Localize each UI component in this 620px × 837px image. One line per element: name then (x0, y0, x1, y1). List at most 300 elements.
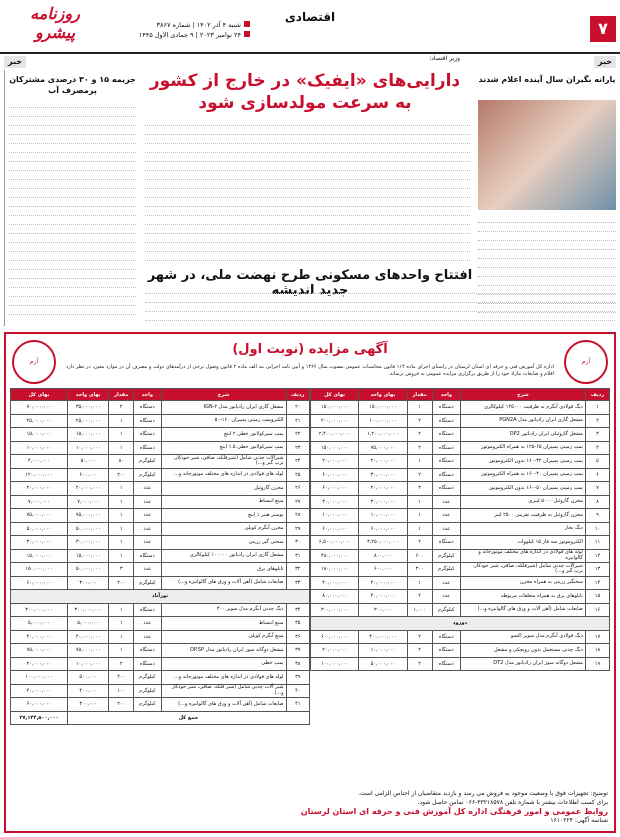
table-row (11, 590, 310, 604)
table-cell: کیلوگرم (134, 671, 161, 685)
table-cell: ۱۰ (585, 522, 609, 536)
table-row (311, 644, 610, 658)
table-row (311, 522, 610, 536)
table-cell: مشعل گازوئیلی ایران رادیاتور DP2 (460, 428, 585, 442)
table-row (11, 671, 310, 685)
table-header-row (311, 389, 610, 401)
table-cell: ۲ (407, 536, 432, 550)
table-row (311, 468, 610, 482)
left-story-title: جریمه ۱۵ و ۳۰ درصدی مشترکان پرمصرف آب (9, 75, 136, 95)
table-cell: دستگاه (432, 630, 460, 644)
table-cell: ۲ (585, 414, 609, 428)
table-cell: پمپ خطی (161, 657, 286, 671)
section-label-left: خبر (4, 56, 26, 68)
table-cell: دستگاه (432, 414, 460, 428)
table-cell: مخزن گازوئیل به ظرفیت تقریبی ۲۵۰۰ لیتر (460, 509, 585, 523)
table-cell: ۶۰,۰۰۰,۰۰۰ (311, 468, 359, 482)
table-cell: سختی گیر رزینی (161, 536, 286, 550)
table-cell: ۷۵,۰۰۰,۰۰۰ (359, 441, 407, 455)
table-cell: ۳۰,۰۰۰,۰۰۰ (311, 495, 359, 509)
table-cell: ۱ (585, 401, 609, 415)
left-story-body (9, 100, 136, 320)
table-cell: مخزن گازوئیل ۵۰۰۰ لیتری (460, 495, 585, 509)
table-cell: دستگاه (432, 482, 460, 496)
table-cell: ۱۰,۰۰۰,۰۰۰ (311, 509, 359, 523)
column-header: ردیف (286, 389, 309, 401)
table-cell: ۲ (407, 468, 432, 482)
table-cell: ۲۰,۰۰۰,۰۰۰ (11, 657, 68, 671)
table-cell: دستگاه (134, 549, 161, 563)
column-header: واحد (134, 389, 161, 401)
table-cell: ۲۰,۰۰۰,۰۰۰ (67, 482, 109, 496)
table-cell: ۷۵,۰۰۰,۰۰۰ (11, 509, 68, 523)
total-label: جمع کل (67, 711, 309, 725)
table-cell: دستگاه (432, 441, 460, 455)
table-row (311, 576, 610, 590)
table-cell: ۱۵۰,۰۰۰,۰۰۰ (311, 401, 359, 415)
table-cell: مشعل دوگانه سوز ایران رادیاتور مدل DT2 (460, 657, 585, 671)
ad-footer-phone: برای کسب اطلاعات بیشتر با شماره تلفن ۳۳۲۱۸۵۷۸-۰۶۶ تماس حاصل شود. (417, 799, 608, 806)
table-cell: عدد (432, 522, 460, 536)
table-row (11, 536, 310, 550)
table-cell: ۲۰,۰۰۰,۰۰۰ (311, 644, 359, 658)
table-cell: کیلوگرم (134, 698, 161, 712)
table-cell: دستگاه (432, 644, 460, 658)
table-cell: عدد (134, 495, 161, 509)
table-cell: ۲ (407, 428, 432, 442)
table-cell: ۱ (407, 455, 432, 469)
table-cell: پمپ زمینی پمپیران ۶۵-۱۲۵ به همراه الکتروموتور (460, 441, 585, 455)
table-cell: تابلوهای برق به همراه متعلقات مربوطه (460, 590, 585, 604)
table-cell: ۲ (109, 401, 134, 415)
table-cell: ۵ (585, 455, 609, 469)
table-cell: ۳۰۰,۰۰۰ (67, 698, 109, 712)
housing-headline: افتتاح واحدهای مسکونی طرح نهضت ملی، در شهر جدید اندیشه (147, 268, 473, 298)
table-cell: عدد (432, 590, 460, 604)
table-cell: ۲۰۰,۰۰۰,۰۰۰ (311, 414, 359, 428)
table-cell: ۱۰۰ (109, 684, 134, 698)
iran-emblem: آرم (12, 340, 56, 384)
table-cell: ۳ (109, 563, 134, 577)
table-cell: ۲ (407, 441, 432, 455)
left-story (4, 70, 140, 326)
table-cell: ۱ (407, 576, 432, 590)
table-cell: ۱ (109, 428, 134, 442)
table-cell: ۸ (585, 495, 609, 509)
table-cell: شیر آلات چدنی شامل (شیر فلکه، صافی، شیر خودکار و...) (161, 684, 286, 698)
table-cell: ۱۰۰,۰۰۰,۰۰۰ (311, 657, 359, 671)
table-cell: ۲ (407, 414, 432, 428)
table-cell: ۱ (109, 495, 134, 509)
table-cell: ۲۰,۰۰۰,۰۰۰ (11, 482, 68, 496)
table-cell: ۱۰,۰۰۰,۰۰۰ (67, 441, 109, 455)
table-cell: ۴۰,۰۰۰,۰۰۰ (359, 590, 407, 604)
table-cell: ۶۰,۰۰۰,۰۰۰ (311, 482, 359, 496)
table-cell: ۱,۰۰۰ (407, 603, 432, 617)
table-cell: ۲,۴۰۰,۰۰۰,۰۰۰ (311, 428, 359, 442)
table-cell: ۱۵۰,۰۰۰,۰۰۰ (11, 563, 68, 577)
table-cell: ۳۲ (286, 563, 309, 577)
table-cell: ۴۱ (286, 698, 309, 712)
issue-line-2: ۲۴ نوامبر ۲۰۲۳ | ۹ جمادی الاول ۱۴۴۵ (138, 31, 241, 39)
table-row (11, 414, 310, 428)
table-cell: ۱ (109, 536, 134, 550)
table-cell: ۱ (407, 509, 432, 523)
table-cell: ۱۰,۰۰۰,۰۰۰ (11, 441, 68, 455)
table-cell: ۱۵,۰۰۰,۰۰۰ (67, 428, 109, 442)
table-cell: ۳۱ (286, 549, 309, 563)
table-cell: ۴۰,۰۰۰,۰۰۰ (359, 576, 407, 590)
table-row (311, 509, 610, 523)
section-title: اقتصادی (284, 10, 336, 24)
table-row (311, 630, 610, 644)
table-cell: عدد (134, 617, 161, 631)
auction-table-left (10, 388, 310, 725)
table-cell: ۵۰,۰۰۰,۰۰۰ (11, 522, 68, 536)
table-cell: ۱۰,۰۰۰,۰۰۰ (359, 644, 407, 658)
table-cell: دیگ چدنی مستعمل بدون رویچکی و مشعل (460, 644, 585, 658)
ad-code: شناسه آگهی: ۱۶۱۰۲۲۴ (550, 817, 608, 824)
table-cell: ۲۶ (286, 482, 309, 496)
table-cell: ۶۰,۰۰۰,۰۰۰ (359, 522, 407, 536)
table-cell: ۲ (407, 630, 432, 644)
table-cell: مشعل گازی ایران رادیاتور ۱۰۰۰۰۰ کیلوکالری (161, 549, 286, 563)
table-cell: ۱۲۰,۰۰۰,۰۰۰ (11, 468, 68, 482)
table-cell: عدد (134, 482, 161, 496)
table-cell: ۲۵,۰۰۰,۰۰۰ (67, 414, 109, 428)
table-cell: ۱۵,۰۰۰,۰۰۰ (11, 428, 68, 442)
table-cell: ۲۸ (286, 509, 309, 523)
table-cell: ۷۵,۰۰۰,۰۰۰ (11, 644, 68, 658)
table-cell: ضایعات شامل (آهن آلات و ورق های گالوانیزه و...) (161, 698, 286, 712)
table-cell: ۱۴ (585, 576, 609, 590)
main-story-body (145, 118, 470, 263)
table-cell: ۳,۲۵۰,۰۰۰,۰۰۰ (359, 536, 407, 550)
table-cell: ۳۰,۰۰۰,۰۰۰ (11, 536, 68, 550)
table-cell: ۱۰,۰۰۰,۰۰۰ (359, 509, 407, 523)
table-cell: ۳۰ (286, 536, 309, 550)
table-cell: دستگاه (134, 414, 161, 428)
table-cell: دستگاه (432, 468, 460, 482)
table-row (311, 563, 610, 577)
table-cell: الکتروموتور سه فاز ۱۵ کیلووات (460, 536, 585, 550)
table-cell: لوله های فولادی در اندازه های مختلف موتورخانه و... (161, 671, 286, 685)
table-cell: ضایعات شامل (آهن آلات و ورق های گالوانیزه و...) (161, 576, 286, 590)
table-cell: عدد (134, 522, 161, 536)
table-cell: ۳۰۰,۰۰۰,۰۰۰ (11, 603, 68, 617)
table-cell: ۵,۰۰۰,۰۰۰ (11, 617, 68, 631)
table-cell: عدد (432, 509, 460, 523)
table-cell: ۶,۵۰۰,۰۰۰,۰۰۰ (311, 536, 359, 550)
table-cell: ۳۴ (286, 603, 309, 617)
table-row (11, 522, 310, 536)
table-cell: پمپ زمینی پمپیران ۳۲-۱۶۰ بدون الکتروموتور (460, 455, 585, 469)
table-cell: ۱۸۰,۰۰۰,۰۰۰ (311, 563, 359, 577)
page-header (0, 0, 620, 54)
table-row (11, 482, 310, 496)
table-cell: کیلوگرم (134, 576, 161, 590)
table-cell: ۱۰۰,۰۰۰,۰۰۰ (359, 414, 407, 428)
table-row (311, 590, 610, 604)
table-cell: ۱ (109, 509, 134, 523)
table-row (311, 657, 610, 671)
table-cell: شیرآلات چدنی شامل (شیرفلکه، صافی، شیر خودکار، ترپ گیر و...) (161, 455, 286, 469)
table-cell: ضایعات شامل (آهن آلات و ورق های گالوانیزه و...) (460, 603, 585, 617)
table-cell: ۵۰,۰۰۰,۰۰۰ (67, 522, 109, 536)
table-cell: ۴۰۰,۰۰۰ (67, 684, 109, 698)
table-cell: ۱ (109, 617, 134, 631)
table-cell: کیلوگرم (432, 603, 460, 617)
table-cell: تابلوهای برق (161, 563, 286, 577)
table-cell: ۲۰۰ (109, 576, 134, 590)
table-cell: منبع انبساط (161, 617, 286, 631)
table-cell: ۱۵۰,۰۰۰,۰۰۰ (359, 401, 407, 415)
table-cell: ۷,۰۰۰,۰۰۰ (11, 495, 68, 509)
table-row (311, 482, 610, 496)
table-cell: ۵۰۰,۰۰۰ (67, 671, 109, 685)
photo-banknotes (478, 100, 616, 210)
table-cell: ۱ (109, 522, 134, 536)
table-cell: ۶۰۰,۰۰۰ (67, 468, 109, 482)
table-row (311, 495, 610, 509)
table-cell: ۱ (109, 603, 134, 617)
table-cell: دیگ فولادی آبگرم به ظرفیت ۱۲۵۰۰۰ کیلوکالری (460, 401, 585, 415)
table-row (11, 698, 310, 712)
table-row (11, 630, 310, 644)
table-cell: دستگاه (432, 657, 460, 671)
table-cell: ۲۰,۰۰۰,۰۰۰ (311, 455, 359, 469)
table-cell: ۲ (407, 657, 432, 671)
table-cell: ۱۵,۰۰۰,۰۰۰ (11, 549, 68, 563)
ad-footer-org: روابط عمومی و امور فرهنگی اداره کل آموزش فنی و حرفه ای استان لرستان (300, 807, 608, 816)
table-cell: ۳۰۰,۰۰۰ (359, 603, 407, 617)
table-cell: دستگاه (432, 536, 460, 550)
table-cell: ۸۰,۰۰۰,۰۰۰ (311, 590, 359, 604)
table-cell: کیلوگرم (134, 455, 161, 469)
table-row (11, 509, 310, 523)
table-cell: ۳۸ (286, 657, 309, 671)
table-row (11, 576, 310, 590)
right-story-title: یارانه بگیران سال آینده اعلام شدند (478, 75, 616, 84)
table-cell: ۷۰,۰۰۰,۰۰۰ (11, 401, 68, 415)
table-cell: ۲۵ (286, 468, 309, 482)
table-cell: ۵,۰۰۰,۰۰۰ (67, 617, 109, 631)
table-cell: ۱ (407, 495, 432, 509)
table-row (11, 468, 310, 482)
table-cell: ۲۰۰ (109, 671, 134, 685)
table-cell: ۷۵,۰۰۰,۰۰۰ (67, 509, 109, 523)
table-row (11, 644, 310, 658)
issue-line-1: شنبه ۴ آذر ۱۴۰۲ | شماره ۳۸۶۷ (156, 21, 241, 29)
table-cell: ۱۲ (585, 549, 609, 563)
table-cell: ۴۸۰,۰۰۰,۰۰۰ (311, 549, 359, 563)
table-cell: ۳۵ (286, 617, 309, 631)
right-story (478, 70, 616, 89)
table-cell: دستگاه (134, 428, 161, 442)
table-row (11, 401, 310, 415)
table-cell: دستگاه (134, 401, 161, 415)
table-cell: شیرآلات چدنی شامل (شیرفلکه، صافی، شیر خودکار، ترپ گیر و...) (460, 563, 585, 577)
ad-footer-note: توضیح: تجهیزات فوق با وضعیت موجود به فروش می رسد و بازدید متقاضیان از اجناس الزامی است. (358, 790, 608, 797)
table-cell: ۲۷ (286, 495, 309, 509)
table-cell: پمپ سیرکولاتور خطی ۲ اینچ (161, 428, 286, 442)
table-cell: ۲۴ (286, 455, 309, 469)
table-cell: کیلوگرم (432, 549, 460, 563)
table-row (11, 617, 310, 631)
table-cell: ۶۰۰ (407, 549, 432, 563)
housing-story-body (145, 286, 615, 328)
table-cell: مخزن گازوئیل (161, 482, 286, 496)
tvto-emblem: آرم (564, 340, 608, 384)
table-cell: کیلوگرم (134, 468, 161, 482)
table-cell: ۴۰,۰۰۰,۰۰۰ (311, 576, 359, 590)
table-cell: دیگ فولادی آبگرم مدل سوپر اکسو (460, 630, 585, 644)
table-cell: کیلوگرم (134, 684, 161, 698)
table-cell: پمپ زمینی پمپیران ۵۰-۱۶۰ بدون الکتروموتور (460, 482, 585, 496)
table-cell: ۸۰ (109, 455, 134, 469)
table-cell: ۷ (585, 482, 609, 496)
table-row (11, 563, 310, 577)
ad-title: آگهی مزایده (نوبت اول) (232, 342, 388, 357)
table-cell: ۳۹ (286, 671, 309, 685)
table-cell: ۱ (109, 482, 134, 496)
table-cell: ۱۵,۰۰۰,۰۰۰ (67, 549, 109, 563)
table-row (311, 441, 610, 455)
newspaper-logo: روزنامه پیشرو (30, 4, 80, 42)
table-cell: ۱ (109, 630, 134, 644)
table-cell: ۲۰۰ (109, 468, 134, 482)
main-headline (140, 70, 470, 114)
table-cell: ۱ (109, 441, 134, 455)
table-cell: ۴۰,۰۰۰,۰۰۰ (11, 630, 68, 644)
table-cell: کیلوگرم (432, 563, 460, 577)
table-cell: مشعل دوگانه سوز ایران رادیاتور مدل DP.SP (161, 644, 286, 658)
column-header: بهای واحد (67, 389, 109, 401)
table-cell: ۱ (109, 414, 134, 428)
table-cell: دستگاه (134, 603, 161, 617)
table-row (311, 414, 610, 428)
table-cell: ۱ (407, 401, 432, 415)
table-cell: ۳۰,۰۰۰,۰۰۰ (359, 468, 407, 482)
table-cell: عدد (134, 536, 161, 550)
table-cell: ۲۳ (286, 441, 309, 455)
table-row (311, 617, 610, 631)
table-cell: ۵۰,۰۰۰,۰۰۰ (359, 657, 407, 671)
table-cell: ۲۵,۰۰۰,۰۰۰ (11, 414, 68, 428)
column-header: مقدار (109, 389, 134, 401)
section-label-right: خبر (594, 56, 616, 68)
table-cell: ۱۵ (585, 590, 609, 604)
table-cell: ۴ (585, 441, 609, 455)
column-header: بهای واحد (359, 389, 407, 401)
table-cell: عدد (134, 630, 161, 644)
table-cell: ۴,۰۰۰,۰۰۰ (11, 455, 68, 469)
column-header: مقدار (407, 389, 432, 401)
table-cell: ۶۰,۰۰۰,۰۰۰ (11, 576, 68, 590)
table-cell: دیگ بخار (460, 522, 585, 536)
table-row (11, 455, 310, 469)
table-cell: ۱۳ (585, 563, 609, 577)
table-cell: لوله های فولادی در اندازه های مختلف موتورخانه و گالوانیزه (460, 549, 585, 563)
table-cell: دستگاه (432, 401, 460, 415)
table-cell: ۶۰۰,۰۰۰ (359, 563, 407, 577)
table-cell: ۱۰۰,۰۰۰,۰۰۰ (11, 671, 68, 685)
table-cell: ۳۷ (286, 644, 309, 658)
table-cell: عدد (134, 563, 161, 577)
table-cell: ۱۸ (585, 644, 609, 658)
table-cell: ۷,۰۰۰,۰۰۰ (67, 495, 109, 509)
table-cell: ۲ (407, 644, 432, 658)
table-cell: ۲۰,۰۰۰,۰۰۰ (359, 482, 407, 496)
table-cell: ۱ (109, 644, 134, 658)
table-cell: بوستر هیتر ۱ اینچ (161, 509, 286, 523)
table-row (11, 603, 310, 617)
table-cell: ۴۰,۰۰۰,۰۰۰ (11, 684, 68, 698)
total-row (11, 711, 310, 725)
table-cell: ۲۹ (286, 522, 309, 536)
table-cell: ۳۰۰ (407, 563, 432, 577)
table-cell: ۱,۲۰۰,۰۰۰,۰۰۰ (359, 428, 407, 442)
table-cell: ۱۶ (585, 603, 609, 617)
table-row (11, 428, 310, 442)
table-cell: ۱ (109, 549, 134, 563)
ad-intro: اداره کل آموزش فنی و حرفه ای استان لرستان در راستای اجرای ماده ۱۱۴ قانون محاسبات عمومی مصوب سال ۱۳۶۶ و آیین نامه اجرایی بند الف ماده ۲ قانون وصول برخی از درآمدهای دولت و مصرف آن در موارد معین، در نظر دارد اقلام و ضایعات مازاد خود را از طریق برگزاری مزایده عمومی به فروش برساند. (66, 364, 554, 377)
column-header: شرح (460, 389, 585, 401)
table-cell: ۲ (407, 590, 432, 604)
category-cell: دورود (311, 617, 610, 631)
table-cell: مشعل گازی ایران رادیاتور مدل PGN2A (460, 414, 585, 428)
ad-footer (12, 789, 608, 825)
table-cell: ۶۰,۰۰۰,۰۰۰ (311, 522, 359, 536)
table-cell: الکتروپمپ زمینی پمپیران ۱۶۰-۵۰ (161, 414, 286, 428)
table-row (11, 657, 310, 671)
table-cell: ۳ (407, 482, 432, 496)
table-row (11, 549, 310, 563)
table-cell: ۶ (585, 468, 609, 482)
table-cell: ۱ (407, 522, 432, 536)
table-cell: ۴۰ (286, 684, 309, 698)
auction-ad (4, 332, 616, 833)
column-header: بهای کل (11, 389, 68, 401)
table-cell: سختگیر رزینی به همراه مخزن (460, 576, 585, 590)
table-row (311, 549, 610, 563)
table-cell: ۶۰,۰۰۰,۰۰۰ (11, 698, 68, 712)
table-row (11, 684, 310, 698)
table-cell: ۷۵,۰۰۰,۰۰۰ (67, 644, 109, 658)
table-cell: دستگاه (134, 657, 161, 671)
column-header: بهای کل (311, 389, 359, 401)
table-cell: ۶۰۰,۰۰۰,۰۰۰ (311, 630, 359, 644)
table-row (11, 441, 310, 455)
table-cell: ۳۰,۰۰۰,۰۰۰ (67, 536, 109, 550)
auction-table-right (310, 388, 610, 671)
table-cell: ۲ (109, 657, 134, 671)
table-cell: ۲۰ (286, 401, 309, 415)
table-cell: ۱۰,۰۰۰,۰۰۰ (67, 657, 109, 671)
table-cell: مشعل گازی ایران رادیاتور مدل IGN-۲ (161, 401, 286, 415)
table-header-row (11, 389, 310, 401)
table-cell: دستگاه (134, 441, 161, 455)
table-cell: ۱۱ (585, 536, 609, 550)
table-cell: دستگاه (134, 644, 161, 658)
ministry-label: وزیر اقتصاد: (429, 55, 460, 62)
table-cell: ۳۵,۰۰۰,۰۰۰ (67, 401, 109, 415)
column-header: واحد (432, 389, 460, 401)
table-cell: عدد (432, 576, 460, 590)
table-cell: ۴۰,۰۰۰,۰۰۰ (67, 630, 109, 644)
table-cell: ۳ (585, 428, 609, 442)
table-cell: لوله های فولادی در اندازه های مختلف موتورخانه و... (161, 468, 286, 482)
